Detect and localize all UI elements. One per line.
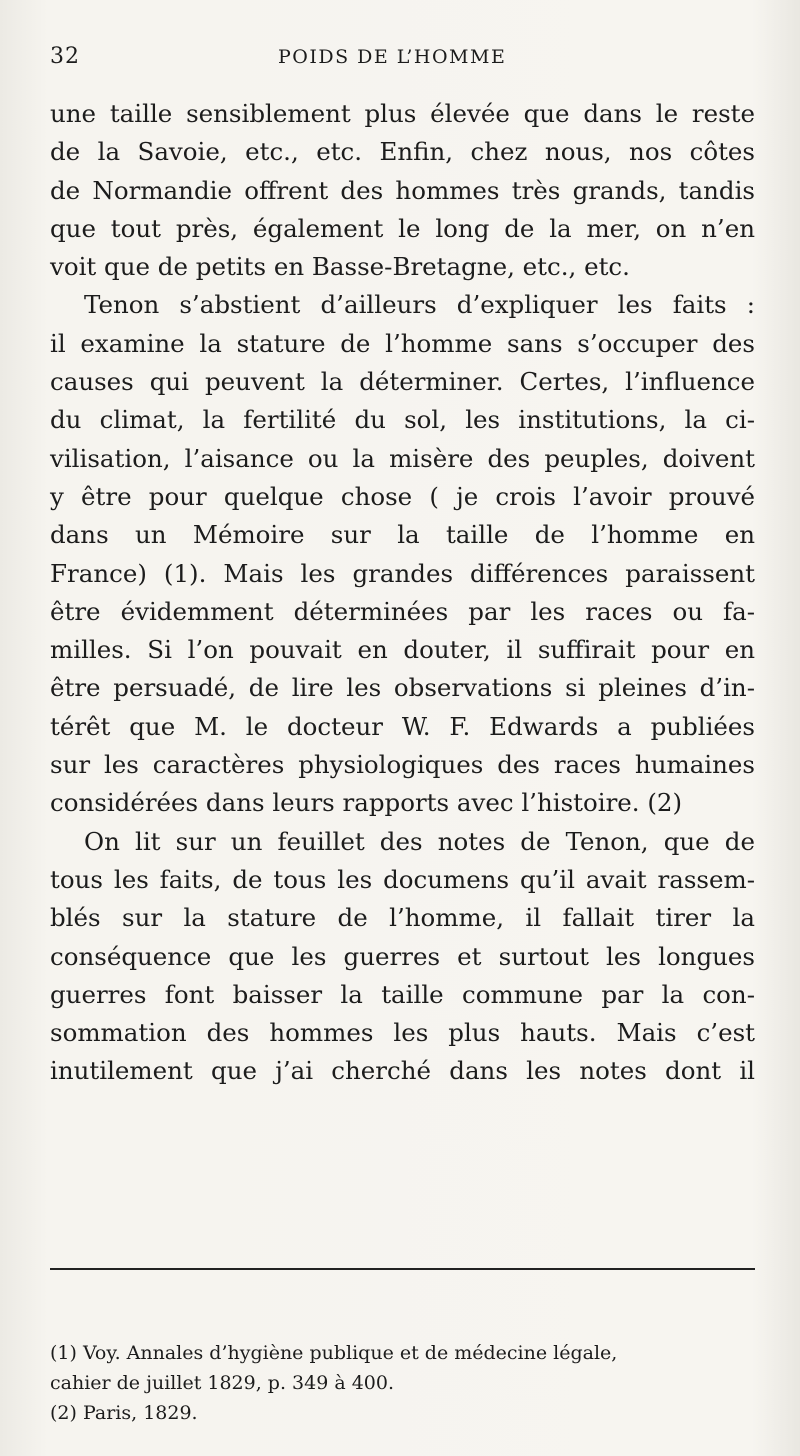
- text-line: térêt que M. le docteur W. F. Edwards a publiées: [50, 711, 755, 741]
- footnote-1-line-2: cahier de juillet 1829, p. 349 à 400.: [50, 1372, 395, 1394]
- text-line: sur les caractères physiologiques des races humaines: [50, 750, 755, 780]
- text-line: sommation des hommes les plus hauts. Mais c’est: [50, 1018, 755, 1048]
- text-line: inutilement que j’ai cherché dans les notes dont il: [50, 1056, 755, 1086]
- running-head: POIDS DE L’HOMME: [278, 46, 507, 68]
- text-line: vilisation, l’aisance ou la misère des peuples, doivent: [50, 443, 755, 473]
- text-line: causes qui peuvent la déterminer. Certes, l’influence: [50, 367, 755, 397]
- text-line: considérées dans leurs rapports avec l’histoire. (2): [50, 788, 683, 818]
- text-line: dans un Mémoire sur la taille de l’homme en: [50, 520, 755, 550]
- text-line: il examine la stature de l’homme sans s’occuper des: [50, 328, 755, 358]
- text-line: y être pour quelque chose ( je crois l’avoir prouvé: [50, 481, 755, 511]
- text-line: conséquence que les guerres et surtout les longues: [50, 941, 755, 971]
- footnote-1-line-1: (1) Voy. Annales d’hygiène publique et de médecine légale,: [50, 1342, 618, 1364]
- text-line: Tenon s’abstient d’ailleurs d’expliquer les faits :: [84, 290, 755, 320]
- text-line: être persuadé, de lire les observations si pleines d’in-: [50, 673, 755, 703]
- text-line: que tout près, également le long de la mer, on n’en: [50, 213, 755, 243]
- footnote-2: (2) Paris, 1829.: [50, 1402, 198, 1424]
- text-line: France) (1). Mais les grandes différences paraissent: [50, 558, 755, 588]
- text-line: On lit sur un feuillet des notes de Tenon, que de: [84, 826, 755, 856]
- text-line: tous les faits, de tous les documens qu’il avait rassem-: [50, 864, 755, 894]
- text-line: milles. Si l’on pouvait en douter, il suffirait pour en: [50, 635, 755, 665]
- page-number: 32: [50, 44, 80, 69]
- text-line: du climat, la fertilité du sol, les institutions, la ci-: [50, 405, 755, 435]
- text-line: blés sur la stature de l’homme, il fallait tirer la: [50, 903, 755, 933]
- text-line: de la Savoie, etc., etc. Enfin, chez nous, nos côtes: [50, 137, 755, 167]
- text-line: être évidemment déterminées par les races ou fa-: [50, 596, 755, 626]
- footnotes: [50, 1338, 755, 1428]
- text-line: de Normandie offrent des hommes très grands, tandis: [50, 175, 755, 205]
- page-header: [50, 44, 755, 78]
- footnote-divider: [50, 1268, 755, 1270]
- text-line: guerres font baisser la taille commune par la con-: [50, 979, 755, 1009]
- text-line: voit que de petits en Basse-Bretagne, etc., etc.: [50, 252, 630, 282]
- text-line: une taille sensiblement plus élevée que dans le reste: [50, 99, 755, 128]
- body-text: [50, 95, 755, 1091]
